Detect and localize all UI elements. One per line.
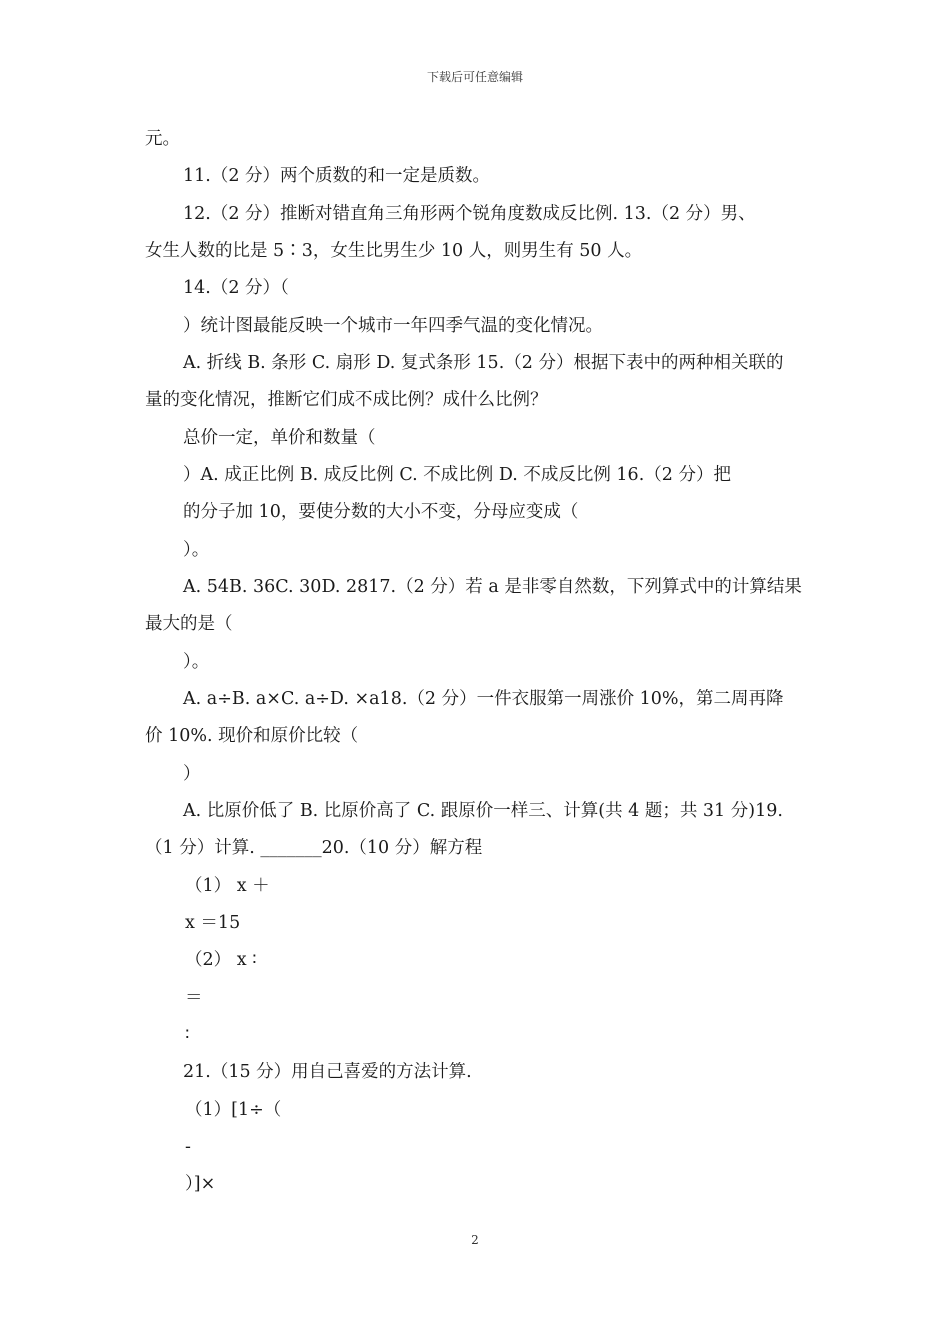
text-line: （1 分）计算. _______20.（10 分）解方程 <box>145 838 483 858</box>
text-line: 总价一定，单价和数量（ <box>183 428 376 448</box>
equation-line: x ＝15 <box>185 913 241 933</box>
text-line: 量的变化情况，推断它们成不成比例？成什么比例？ <box>145 390 548 410</box>
page-number: 2 <box>471 1233 479 1247</box>
text-line: 女生人数的比是 5∶3，女生比男生少 10 人，则男生有 50 人。 <box>145 241 643 261</box>
text-line: ）。 <box>183 540 210 560</box>
equation-line: （1）[1÷（ <box>185 1100 282 1120</box>
question-14: 14.（2 分）（ <box>183 278 289 298</box>
text-line: ） <box>183 764 201 784</box>
options-line: ）A. 成正比例 B. 成反比例 C. 不成比例 D. 不成反比例 16.（2 分）把 <box>183 465 731 485</box>
equation-line: ＝ <box>185 988 203 1008</box>
text-line: 最大的是（ <box>145 614 233 634</box>
text-line: 元。 <box>145 129 180 149</box>
options-line: A. 比原价低了 B. 比原价高了 C. 跟原价一样三、计算(共 4 题；共 31 分)19. <box>183 801 783 821</box>
question-11: 11.（2 分）两个质数的和一定是质数。 <box>183 166 491 186</box>
options-line: A. 折线 B. 条形 C. 扇形 D. 复式条形 15.（2 分）根据下表中的两种相关联的 <box>183 353 784 373</box>
page-header: 下载后可任意编辑 <box>426 70 523 84</box>
equation-line: （2） x ∶ <box>185 950 257 970</box>
equation-line: - <box>185 1137 191 1157</box>
equation-line: ）]× <box>185 1174 216 1194</box>
equation-line: ∶ <box>185 1025 190 1045</box>
text-line: 价 10%. 现价和原价比较（ <box>145 726 359 746</box>
options-line: A. 54B. 36C. 30D. 2817.（2 分）若 a 是非零自然数，下列算式中的计算结果 <box>183 577 802 597</box>
text-line: ）统计图最能反映一个城市一年四季气温的变化情况。 <box>183 316 603 336</box>
options-line: A. a÷B. a×C. a÷D. ×a18.（2 分）一件衣服第一周涨价 10%，第二周再降 <box>183 689 784 709</box>
equation-line: （1） x ＋ <box>185 876 270 896</box>
question-21: 21.（15 分）用自己喜爱的方法计算. <box>183 1062 472 1082</box>
question-12: 12.（2 分）推断对错直角三角形两个锐角度数成反比例. 13.（2 分）男、 <box>183 204 756 224</box>
text-line: ）。 <box>183 652 210 672</box>
text-line: 的分子加 10，要使分数的大小不变，分母应变成（ <box>183 502 579 522</box>
